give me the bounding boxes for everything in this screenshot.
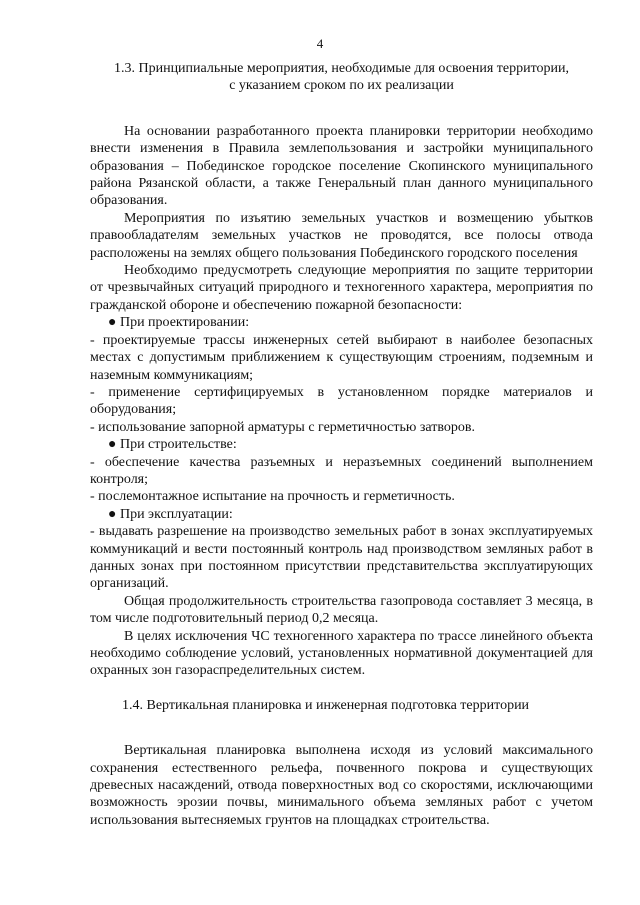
page-number: 4 bbox=[316, 36, 324, 51]
list-item: - выдавать разрешение на производство земельных работ в зонах эксплуатируемых коммуникаций и вести постоянный контроль над производством земляных работ в данных зонах при постоянном присутствии представительства эксплуатирующих организаций. bbox=[90, 524, 593, 592]
list-item: - обеспечение качества разъемных и неразъемных соединений выполнением контроля; bbox=[90, 454, 593, 487]
list-item: - проектируемые трассы инженерных сетей выбирают в наиболее безопасных местах с допустимым приближением к существующим строениям, подземным и наземным коммуникациям; bbox=[90, 332, 593, 383]
paragraph-protection-measures: Необходимо предусмотреть следующие мероприятия по защите территории от чрезвычайных ситуаций природного и техногенного характера, мероприятия по гражданской обороне и обеспечению пожарной безопасности: bbox=[90, 263, 593, 313]
section-1-3-heading bbox=[90, 60, 593, 95]
section-1-3-title-line-1: 1.3. Принципиальные мероприятия, необходимые для освоения территории, bbox=[113, 61, 570, 76]
paragraph-vertical-planning: Вертикальная планировка выполнена исходя из условий максимального сохранения естественного рельефа, почвенного покрова и существующих древесных насаждений, отвода поверхностных вод со скоростями, исключающими возможность эрозии почвы, минимального объема земляных работ с учетом использования вытесняемых грунтов на площадках строительства. bbox=[90, 743, 593, 828]
bullet-operation-stage: ● При эксплуатации: bbox=[108, 506, 233, 522]
section-1-4-heading: 1.4. Вертикальная планировка и инженерная подготовка территории bbox=[122, 697, 530, 713]
paragraph-land-seizure: Мероприятия по изъятию земельных участков и возмещению убытков правообладателям земельных участков не проводятся, все полосы отвода расположены на землях общего пользования Побединского городского поселения bbox=[90, 210, 593, 261]
paragraph-construction-duration: Общая продолжительность строительства газопровода составляет 3 месяца, в том числе подготовительный период 0,2 месяца. bbox=[90, 593, 593, 627]
bullet-design-stage: ● При проектировании: bbox=[108, 315, 250, 331]
bullet-construction-stage: ● При строительстве: bbox=[108, 437, 237, 453]
section-1-3-title-line-2: с указанием сроком по их реализации bbox=[229, 78, 454, 94]
list-item: - послемонтажное испытание на прочность и герметичность. bbox=[90, 489, 455, 505]
page-content bbox=[90, 60, 593, 829]
paragraph-emergency-prevention: В целях исключения ЧС техногенного характера по трассе линейного объекта необходимо соблюдение условий, установленных нормативной документацией для охранных зон газораспределительных систем. bbox=[90, 628, 593, 679]
list-item: - использование запорной арматуры с герметичностью затворов. bbox=[90, 419, 475, 435]
paragraph-amendments: На основании разработанного проекта планировки территории необходимо внести изменения в Правила землепользования и застройки муниципального образования – Побединское городское поселение Скопинского муниципального района Рязанской области, а также Генеральный план данного муниципального образования. bbox=[90, 123, 593, 209]
list-item: - применение сертифицируемых в установленном порядке материалов и оборудования; bbox=[90, 384, 593, 418]
